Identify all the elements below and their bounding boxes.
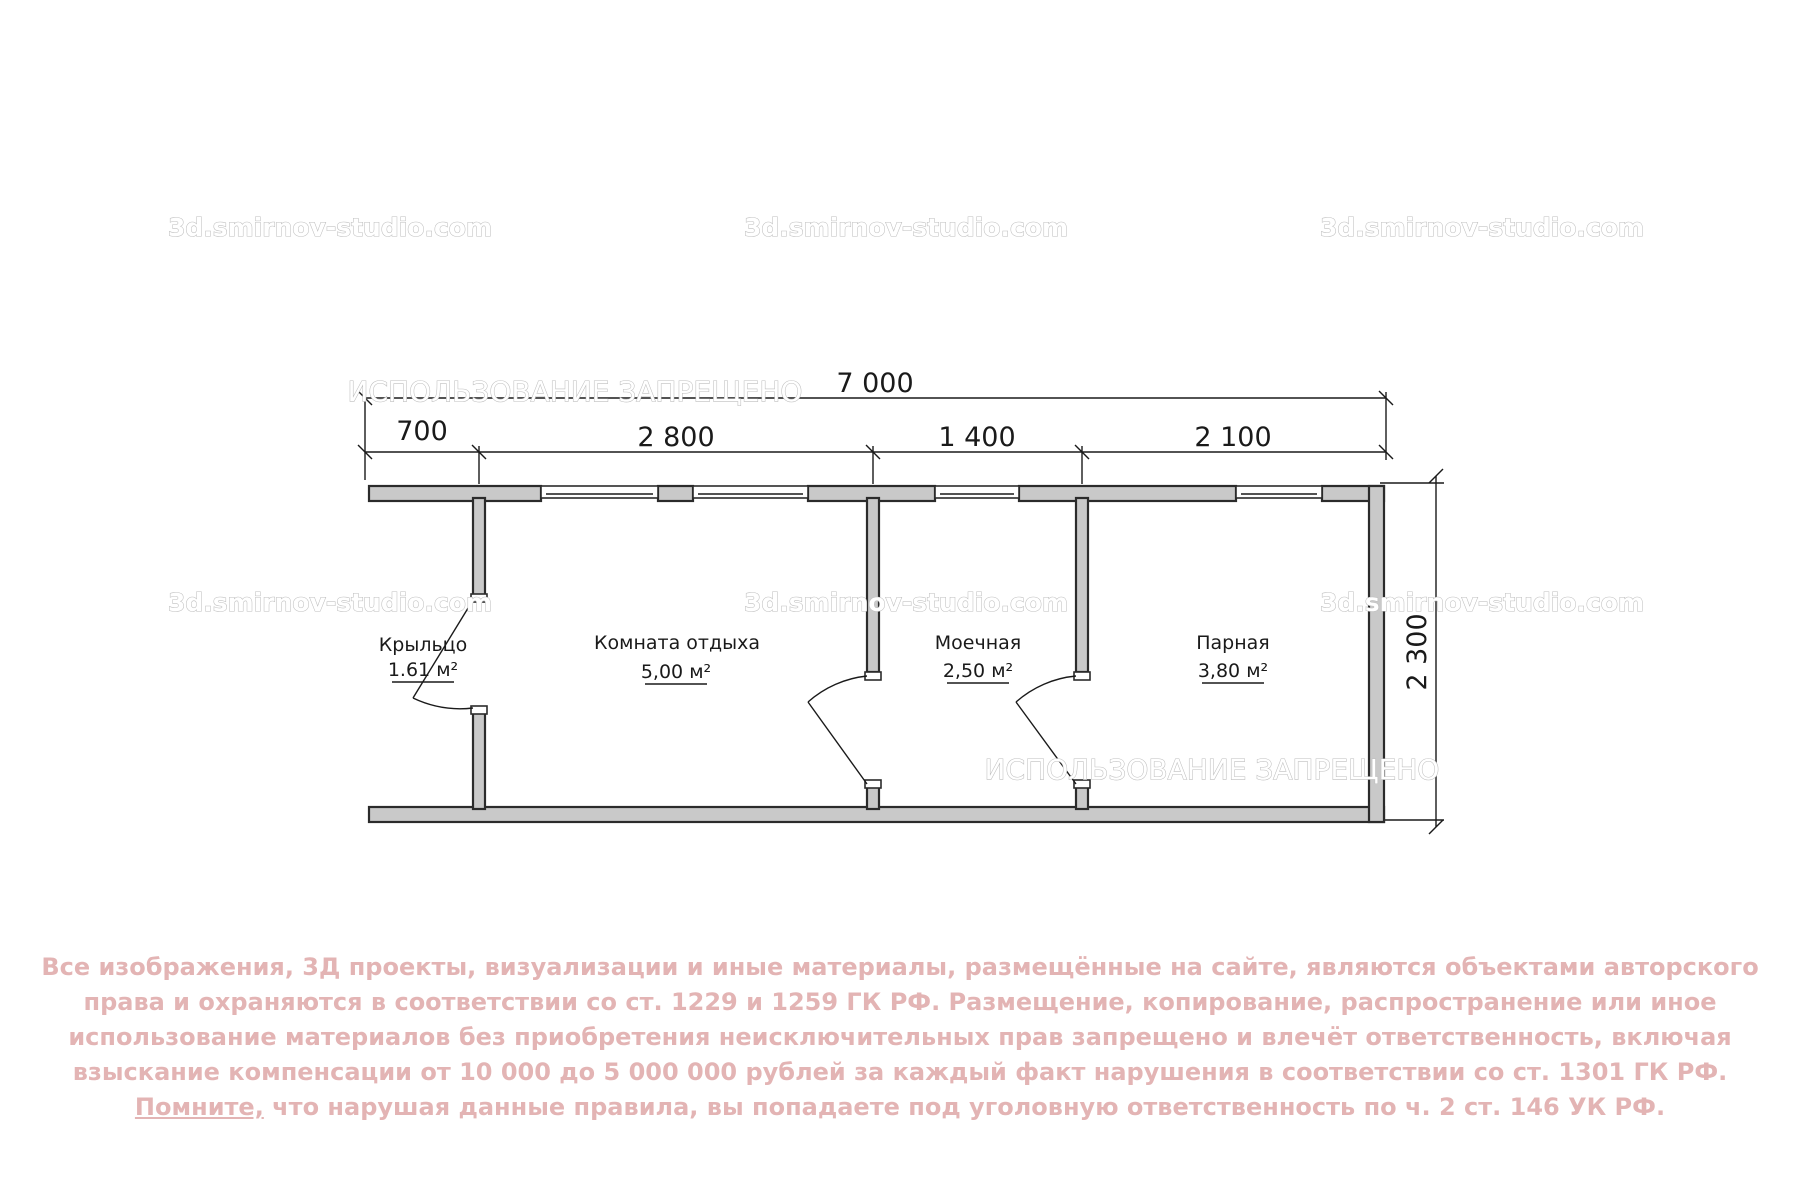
watermark-site-mid-left: 3d.smirnov-studio.com xyxy=(167,588,493,617)
room-rest-area: 5,00 м² xyxy=(640,661,712,683)
partition-wash-lower xyxy=(1076,787,1088,809)
dimension-segment-3: 1 400 xyxy=(938,422,1016,453)
room-steam-name: Парная xyxy=(1196,632,1270,654)
watermark-forbidden-top: ИСПОЛЬЗОВАНИЕ ЗАПРЕЩЕНО xyxy=(347,375,803,408)
watermark-site-top-right: 3d.smirnov-studio.com xyxy=(1319,213,1645,242)
room-labels xyxy=(379,632,1270,684)
room-rest-name: Комната отдыха xyxy=(594,632,760,654)
watermark-site-mid-center: 3d.smirnov-studio.com xyxy=(743,588,1069,617)
notice-line-5 xyxy=(40,1090,1760,1125)
dimension-total-width: 7 000 xyxy=(836,368,914,399)
room-wash-name: Моечная xyxy=(934,632,1022,654)
room-porch-area: 1.61 м² xyxy=(387,659,459,681)
window-wash xyxy=(935,486,1019,498)
room-wash-area: 2,50 м² xyxy=(942,660,1014,682)
partition-porch-lower xyxy=(473,713,485,809)
notice-line-2: права и охраняются в соответствии со ст. 1229 и 1259 ГК РФ. Размещение, копирование, распространение или иное xyxy=(83,988,1717,1016)
watermark-forbidden-bottom: ИСПОЛЬЗОВАНИЕ ЗАПРЕЩЕНО xyxy=(984,753,1440,786)
partition-porch-upper xyxy=(473,498,485,596)
notice-line-3: использование материалов без приобретения неисключительных прав запрещено и влечёт ответственность, включая xyxy=(68,1023,1732,1051)
dimension-segment-1: 700 xyxy=(396,416,448,447)
dimension-segment-2: 2 800 xyxy=(637,422,715,453)
notice-line-5-text: что нарушая данные правила, вы попадаете под уголовную ответственность по ч. 2 ст. 146 УК РФ. xyxy=(263,1093,1666,1121)
window-steam xyxy=(1236,486,1322,498)
window-rest-1 xyxy=(541,486,658,498)
notice-line-4: взыскание компенсации от 10 000 до 5 000 000 рублей за каждый факт нарушения в соответствии со ст. 1301 ГК РФ. xyxy=(72,1058,1728,1086)
watermark-site-top-center: 3d.smirnov-studio.com xyxy=(743,213,1069,242)
remember-link[interactable]: Помните, xyxy=(134,1093,264,1121)
watermark-site-top-left: 3d.smirnov-studio.com xyxy=(167,213,493,242)
partition-wash-upper xyxy=(1076,498,1088,672)
room-steam-area: 3,80 м² xyxy=(1197,660,1269,682)
dimension-height: 2 300 xyxy=(1402,613,1433,691)
partition-rest-upper xyxy=(867,498,879,672)
watermark-site-mid-right: 3d.smirnov-studio.com xyxy=(1319,588,1645,617)
window-rest-2 xyxy=(693,486,808,498)
notice-line-1: Все изображения, 3Д проекты, визуализации и иные материалы, размещённые на сайте, являются объектами авторского xyxy=(41,953,1759,981)
dimension-segment-4: 2 100 xyxy=(1194,422,1272,453)
copyright-notice xyxy=(40,950,1760,1125)
wall-top-4 xyxy=(1019,486,1236,501)
wall-top-2 xyxy=(658,486,693,501)
wall-top-1 xyxy=(369,486,541,501)
room-porch-name: Крыльцо xyxy=(378,634,468,656)
partition-rest-lower xyxy=(867,787,879,809)
